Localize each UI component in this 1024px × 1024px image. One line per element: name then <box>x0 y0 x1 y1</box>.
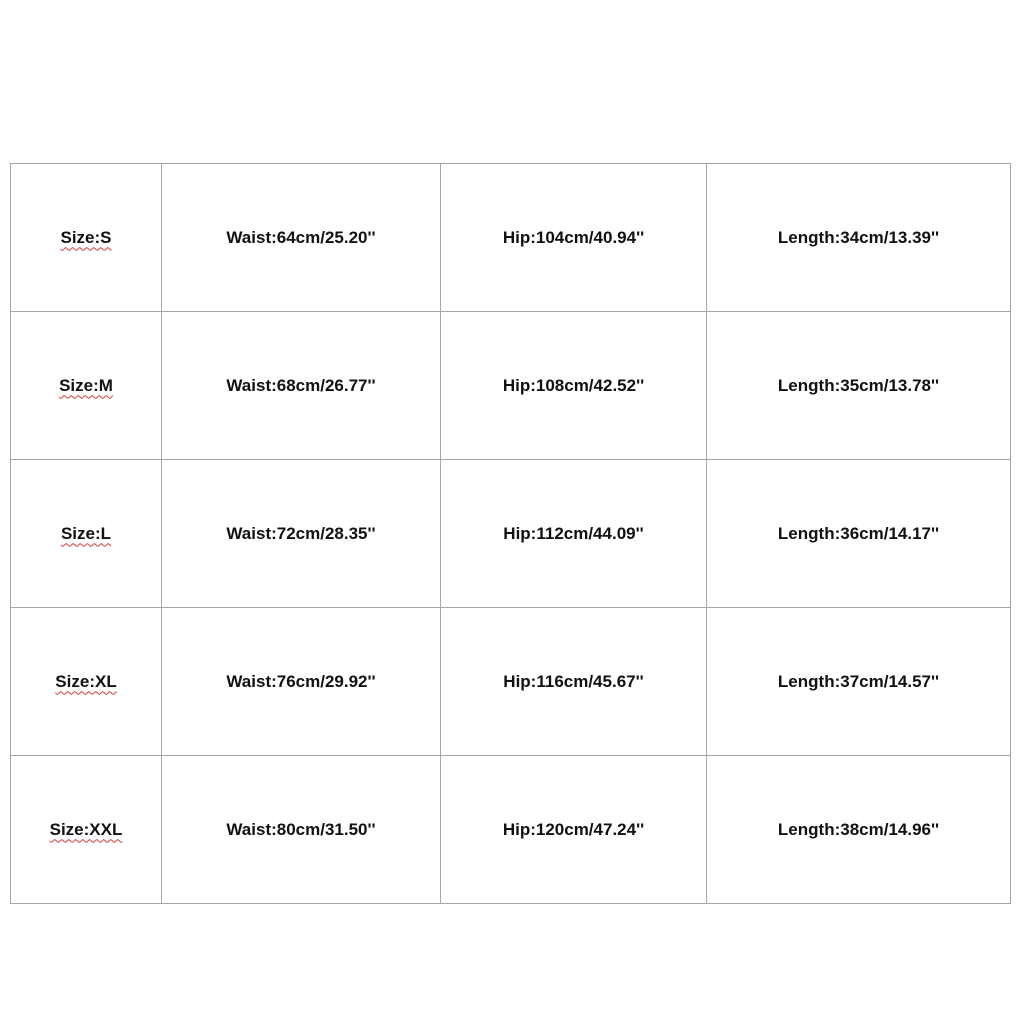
size-cell <box>11 164 162 312</box>
table-row <box>11 312 1011 460</box>
waist-cell: Waist:76cm/29.92'' <box>162 608 441 756</box>
size-label: Size:L <box>60 523 112 543</box>
table-row <box>11 460 1011 608</box>
hip-cell: Hip:116cm/45.67'' <box>441 608 707 756</box>
size-cell <box>11 312 162 460</box>
table-row <box>11 608 1011 756</box>
size-label: Size:XL <box>55 671 117 691</box>
hip-cell: Hip:120cm/47.24'' <box>441 756 707 904</box>
waist-cell: Waist:72cm/28.35'' <box>162 460 441 608</box>
waist-cell: Waist:80cm/31.50'' <box>162 756 441 904</box>
size-label: Size:XXL <box>49 819 123 839</box>
hip-cell: Hip:108cm/42.52'' <box>441 312 707 460</box>
length-cell: Length:37cm/14.57'' <box>707 608 1011 756</box>
length-cell: Length:35cm/13.78'' <box>707 312 1011 460</box>
table-row <box>11 164 1011 312</box>
size-cell <box>11 460 162 608</box>
size-label: Size:S <box>60 227 112 247</box>
waist-cell: Waist:68cm/26.77'' <box>162 312 441 460</box>
size-cell <box>11 608 162 756</box>
table-row <box>11 756 1011 904</box>
size-label: Size:M <box>59 375 113 395</box>
waist-cell: Waist:64cm/25.20'' <box>162 164 441 312</box>
length-cell: Length:34cm/13.39'' <box>707 164 1011 312</box>
length-cell: Length:38cm/14.96'' <box>707 756 1011 904</box>
size-cell <box>11 756 162 904</box>
hip-cell: Hip:104cm/40.94'' <box>441 164 707 312</box>
hip-cell: Hip:112cm/44.09'' <box>441 460 707 608</box>
length-cell: Length:36cm/14.17'' <box>707 460 1011 608</box>
size-chart-table <box>10 163 1011 904</box>
